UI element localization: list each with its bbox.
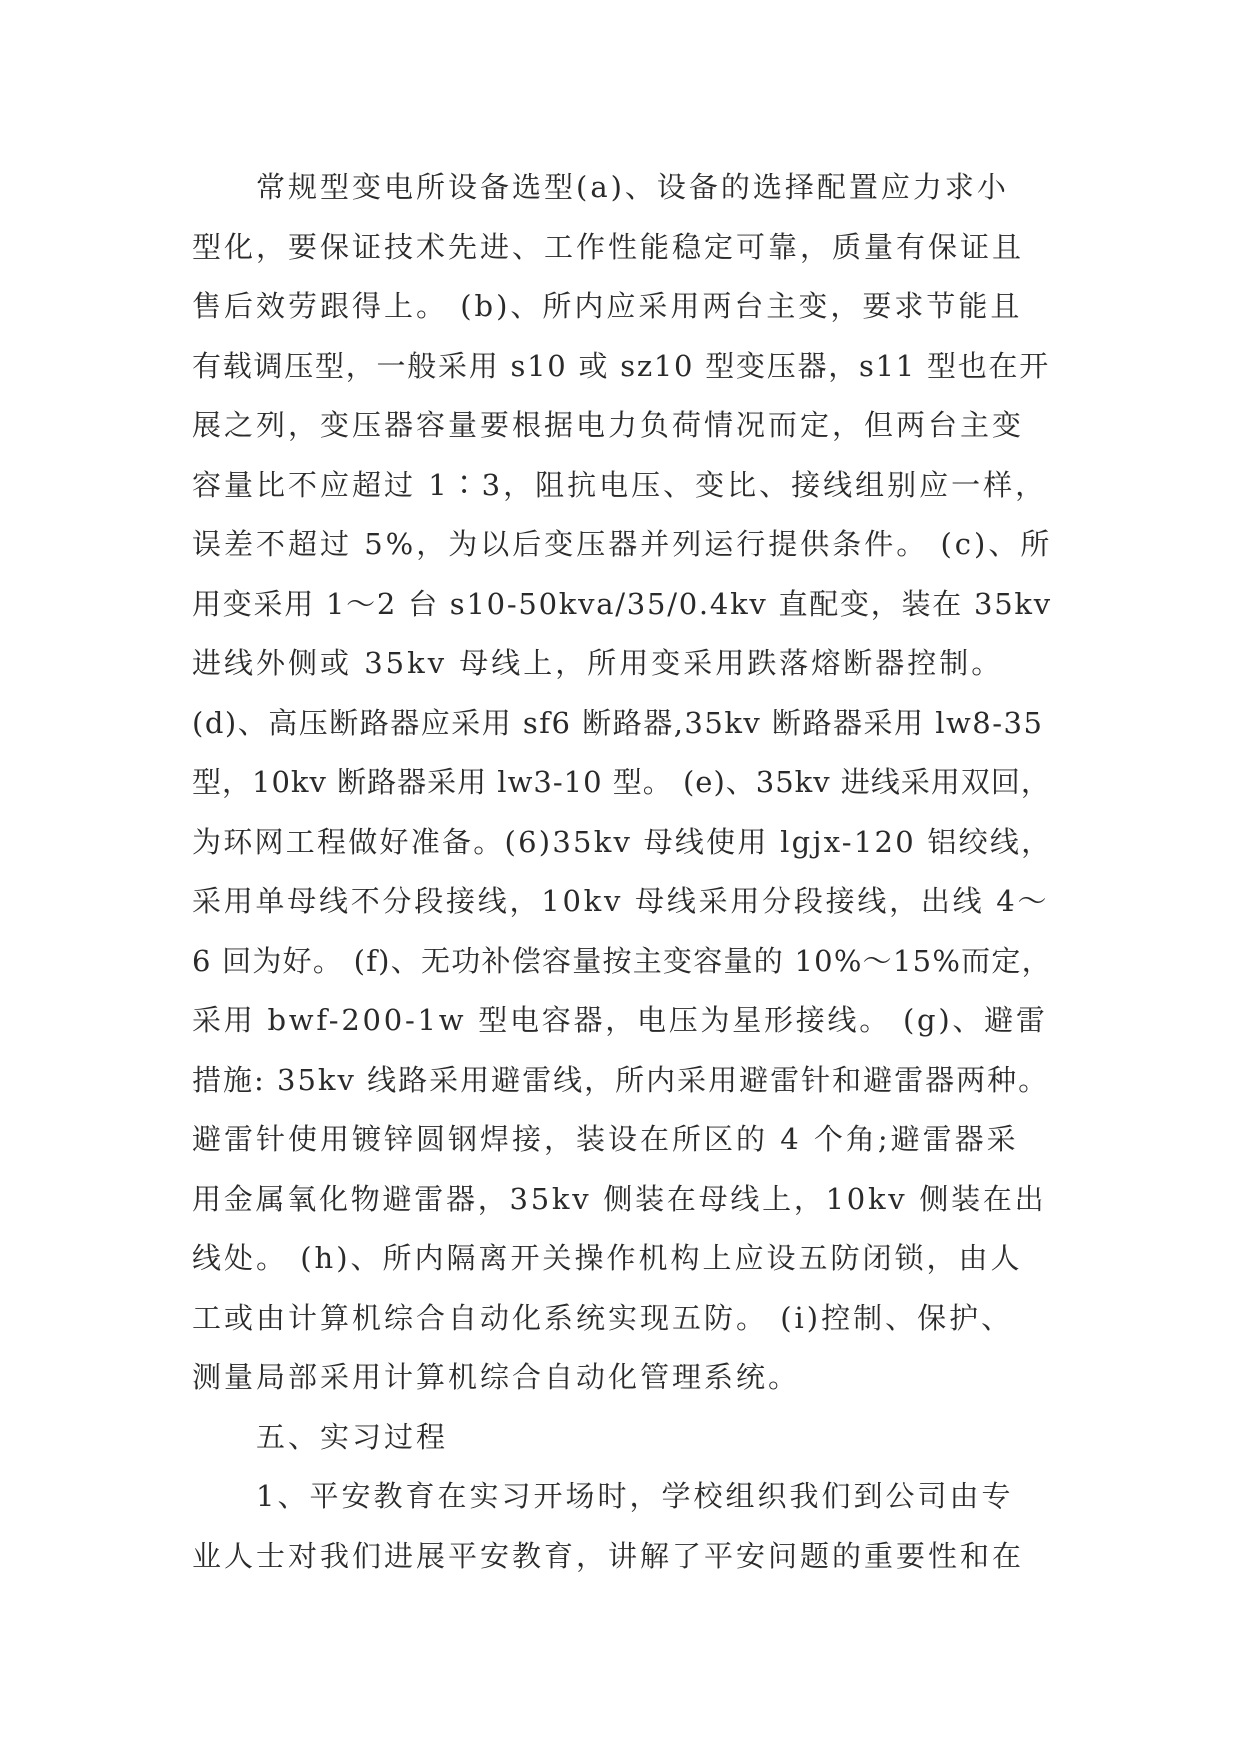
paragraph-line: 业人士对我们进展平安教育，讲解了平安问题的重要性和在: [192, 1538, 1025, 1573]
paragraph-line: 型化，要保证技术先进、工作性能稳定可靠，质量有保证且: [192, 229, 1025, 264]
section-heading: 五、实习过程: [256, 1419, 449, 1454]
paragraph-line: 容量比不应超过 1∶3，阻抗电压、变比、接线组别应一样，: [192, 467, 1048, 502]
paragraph-line: 型，10kv 断路器采用 lw3-10 型。 (e)、35kv 进线采用双回，: [192, 765, 1051, 799]
paragraph-line: 为环网工程做好准备。(6)35kv 母线使用 lgjx-120 铝绞线，: [192, 824, 1053, 859]
paragraph-line: 线处。 (h)、所内隔离开关操作机构上应设五防闭锁，由人: [192, 1241, 1023, 1275]
paragraph-line: 采用 bwf-200-1w 型电容器，电压为星形接线。 (g)、避雷: [192, 1003, 1048, 1037]
paragraph-line: 误差不超过 5%，为以后变压器并列运行提供条件。 (c)、所: [192, 527, 1053, 561]
paragraph-line: 展之列，变压器容量要根据电力负荷情况而定，但两台主变: [192, 408, 1025, 442]
paragraph-line: 常规型变电所设备选型(a)、设备的选择配置应力求小: [256, 170, 1009, 204]
body-text: [192, 158, 1052, 1586]
paragraph-line: 用金属氧化物避雷器，35kv 侧装在母线上，10kv 侧装在出: [192, 1181, 1047, 1216]
paragraph-line: 有载调压型，一般采用 s10 或 sz10 型变压器，s11 型也在开: [192, 348, 1050, 383]
paragraph-line: 工或由计算机综合自动化系统实现五防。 (i)控制、保护、: [192, 1300, 1014, 1335]
paragraph-line: 售后效劳跟得上。 (b)、所内应采用两台主变，要求节能且: [192, 289, 1023, 323]
paragraph-line: 1、平安教育在实习开场时，学校组织我们到公司由专: [256, 1479, 1014, 1513]
paragraph-line: 用变采用 1～2 台 s10-50kva/35/0.4kv 直配变，装在 35kv: [192, 586, 1052, 621]
paragraph-line: 6 回为好。 (f)、无功补偿容量按主变容量的 10%～15%而定，: [192, 943, 1052, 978]
paragraph-line: 进线外侧或 35kv 母线上，所用变采用跌落熔断器控制。: [192, 646, 1004, 680]
paragraph-line: 测量局部采用计算机综合自动化管理系统。: [192, 1360, 801, 1394]
paragraph-line: 采用单母线不分段接线，10kv 母线采用分段接线，出线 4～: [192, 884, 1050, 918]
paragraph-line: 避雷针使用镀锌圆钢焊接，装设在所区的 4 个角;避雷器采: [192, 1122, 1019, 1156]
paragraph-line: 措施: 35kv 线路采用避雷线，所内采用避雷针和避雷器两种。: [192, 1062, 1050, 1097]
paragraph-line: (d)、高压断路器应采用 sf6 断路器,35kv 断路器采用 lw8-35: [192, 705, 1044, 740]
